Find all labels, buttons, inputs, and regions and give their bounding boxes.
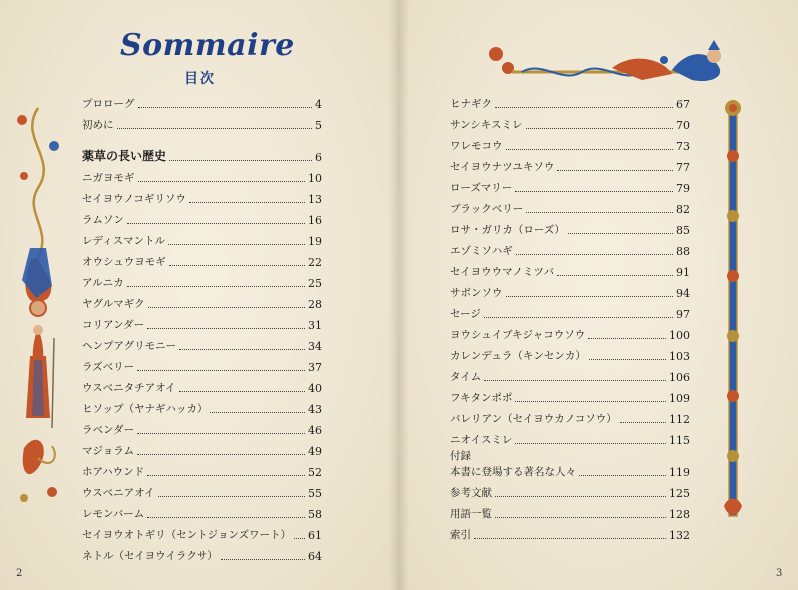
toc-entry-page-number: 37 [308,361,322,374]
toc-entry-page-number: 55 [308,487,322,500]
toc-entry[interactable] [82,542,322,563]
left-page-number: 2 [16,568,23,579]
toc-entry[interactable] [450,321,690,342]
toc-entry[interactable] [82,227,322,248]
toc-entry-label: サボンソウ [450,287,503,299]
toc-entry-page-number: 119 [669,466,690,479]
toc-entry-page-number: 77 [676,161,690,174]
toc-leader-dots [495,516,666,518]
toc-entry[interactable] [82,143,322,164]
left-toc-list [82,90,322,563]
toc-entry[interactable] [82,290,322,311]
toc-leader-dots [484,379,666,381]
toc-entry[interactable] [82,206,322,227]
toc-entry[interactable] [82,521,322,542]
toc-entry[interactable] [450,111,690,132]
toc-entry[interactable] [450,237,690,258]
toc-leader-dots [526,211,673,213]
toc-entry-page-number: 6 [315,151,322,164]
toc-entry-page-number: 100 [669,329,690,342]
toc-entry-page-number: 52 [308,466,322,479]
toc-leader-dots [147,474,305,476]
toc-leader-dots [579,474,666,476]
toc-entry[interactable] [82,269,322,290]
toc-entry[interactable] [450,363,690,384]
toc-leader-dots [515,400,666,402]
toc-leader-dots [568,232,673,234]
toc-leader-dots [588,337,666,339]
toc-leader-dots [589,358,666,360]
toc-entry-label: ラベンダー [82,424,135,436]
right-top-illumination-icon [482,40,752,88]
toc-leader-dots [158,495,305,497]
toc-entry[interactable] [450,216,690,237]
toc-entry[interactable] [450,500,690,521]
toc-entry-label: ホアハウンド [82,466,145,478]
toc-entry-page-number: 25 [308,277,322,290]
toc-entry-label: ブラックベリー [450,203,524,215]
toc-entry[interactable] [450,521,690,542]
toc-entry-page-number: 13 [308,193,322,206]
toc-entry[interactable] [450,300,690,321]
toc-entry-label: セイヨウオトギリ（セントジョンズワート） [82,529,292,541]
toc-entry[interactable] [82,374,322,395]
toc-entry-page-number: 125 [669,487,690,500]
toc-entry-page-number: 115 [669,434,690,447]
toc-entry-page-number: 91 [676,266,690,279]
toc-entry-label: 参考文献 [450,487,492,499]
toc-entry-page-number: 85 [676,224,690,237]
toc-leader-dots [137,432,305,434]
toc-leader-dots [495,106,673,108]
right-margin-illumination-icon [718,96,748,526]
toc-entry-label: 用語一覧 [450,508,492,520]
toc-entry-page-number: 19 [308,235,322,248]
contents-title: Sommaire [120,28,295,63]
toc-leader-dots [189,201,305,203]
toc-entry-page-number: 67 [676,98,690,111]
toc-entry-page-number: 79 [676,182,690,195]
toc-entry-page-number: 112 [669,413,690,426]
toc-entry[interactable] [450,279,690,300]
toc-leader-dots [474,537,666,539]
toc-entry[interactable] [82,353,322,374]
toc-entry-page-number: 106 [669,371,690,384]
toc-entry-label: ニガヨモギ [82,172,135,184]
toc-leader-dots [515,442,666,444]
toc-entry-label: レモンバーム [82,508,145,520]
toc-entry-label: オウシュウヨモギ [82,256,166,268]
toc-entry-page-number: 31 [308,319,322,332]
toc-entry-label: ラムソン [82,214,124,226]
toc-entry[interactable] [82,500,322,521]
toc-leader-dots [137,453,305,455]
toc-entry-label: セイヨウナツユキソウ [450,161,555,173]
toc-entry[interactable] [82,479,322,500]
toc-leader-dots [506,295,674,297]
toc-entry-label: 本書に登場する著名な人々 [450,466,576,478]
toc-entry[interactable] [450,479,690,500]
toc-entry-label: ヒナギク [450,98,492,110]
toc-entry[interactable] [82,332,322,353]
toc-entry-label: カレンデュラ（キンセンカ） [450,350,586,362]
toc-entry[interactable] [82,395,322,416]
toc-leader-dots [495,495,666,497]
toc-leader-dots [127,222,305,224]
toc-entry[interactable] [450,132,690,153]
toc-entry-label: タイム [450,371,482,383]
toc-leader-dots [179,390,305,392]
toc-entry-label: セイヨウウマノミツバ [450,266,555,278]
toc-entry-label: 薬草の長い歴史 [82,149,167,163]
toc-entry-page-number: 5 [315,119,322,132]
toc-entry-label: セイヨウノコギリソウ [82,193,186,205]
toc-leader-dots [516,253,673,255]
toc-entry[interactable] [82,311,322,332]
toc-entry[interactable] [82,185,322,206]
toc-entry-page-number: 58 [308,508,322,521]
toc-entry-label: ローズマリー [450,182,513,194]
toc-entry-page-number: 73 [676,140,690,153]
toc-entry[interactable] [450,90,690,111]
toc-entry-label: プロローグ [82,98,135,110]
toc-leader-dots [127,285,305,287]
right-toc-list [450,90,690,447]
toc-entry-label: ロサ・ガリカ（ローズ） [450,224,565,236]
toc-entry[interactable] [82,248,322,269]
toc-entry-page-number: 46 [308,424,322,437]
toc-entry-label: サンシキスミレ [450,119,523,131]
toc-entry[interactable] [450,342,690,363]
toc-leader-dots [620,421,666,423]
toc-entry-page-number: 64 [308,550,322,563]
toc-leader-dots [179,348,305,350]
toc-entry-label: アルニカ [82,277,124,289]
contents-subtitle: 目次 [184,71,216,87]
toc-leader-dots [138,106,313,108]
toc-entry-page-number: 49 [308,445,322,458]
toc-leader-dots [169,159,312,161]
toc-entry-page-number: 109 [669,392,690,405]
toc-leader-dots [515,190,673,192]
toc-entry-page-number: 97 [676,308,690,321]
toc-entry-label: エゾミソハギ [450,245,513,257]
toc-entry-label: ヤグルマギク [82,298,145,310]
toc-leader-dots [117,127,313,129]
toc-entry-page-number: 34 [308,340,322,353]
toc-entry[interactable] [450,153,690,174]
toc-leader-dots [138,180,306,182]
toc-entry[interactable] [82,437,322,458]
toc-entry-label: ウスベニタチアオイ [82,382,176,394]
toc-entry-label: バレリアン（セイヨウカノコソウ） [450,413,617,425]
toc-entry-page-number: 16 [308,214,322,227]
toc-entry-label: ワレモコウ [450,140,503,152]
toc-entry-label: ラズベリー [82,361,135,373]
toc-entry-label: マジョラム [82,445,135,457]
left-margin-illumination-icon [8,98,68,518]
toc-entry-label: ウスベニアオイ [82,487,155,499]
toc-entry-page-number: 43 [308,403,322,416]
toc-entry-page-number: 94 [676,287,690,300]
toc-entry-page-number: 70 [676,119,690,132]
appendix-toc-list [450,458,690,542]
toc-entry-page-number: 4 [315,98,322,111]
toc-leader-dots [147,516,305,518]
toc-entry-label: ヘンプアグリモニー [82,340,177,352]
toc-leader-dots [526,127,673,129]
toc-leader-dots [557,274,673,276]
toc-entry-label: フキタンポポ [450,392,513,404]
toc-entry-label: コリアンダー [82,319,145,331]
toc-entry[interactable] [450,405,690,426]
right-page-number: 3 [776,568,783,579]
toc-entry[interactable] [82,164,322,185]
toc-entry[interactable] [82,416,322,437]
toc-leader-dots [148,306,305,308]
toc-entry-label: レディスマントル [82,235,165,247]
toc-entry[interactable] [450,258,690,279]
toc-entry-page-number: 61 [308,529,322,542]
toc-entry-page-number: 10 [308,172,322,185]
toc-entry-label: 初めに [82,119,114,131]
toc-leader-dots [294,537,305,539]
toc-entry[interactable] [82,458,322,479]
toc-entry-label: 索引 [450,529,471,541]
toc-entry-label: ニオイスミレ [450,434,513,446]
toc-entry-page-number: 40 [308,382,322,395]
toc-entry-page-number: 128 [669,508,690,521]
toc-leader-dots [147,327,305,329]
toc-entry-page-number: 103 [669,350,690,363]
book-gutter [389,0,409,590]
toc-entry[interactable] [450,426,690,447]
toc-leader-dots [484,316,673,318]
toc-entry-page-number: 88 [676,245,690,258]
toc-entry-label: ネトル（セイヨウイラクサ） [82,550,218,562]
toc-leader-dots [137,369,305,371]
appendix-label: 付録 [450,450,471,462]
toc-entry-label: セージ [450,308,481,320]
toc-entry[interactable] [450,174,690,195]
toc-entry[interactable] [82,111,322,132]
toc-entry[interactable] [450,384,690,405]
toc-leader-dots [168,243,305,245]
toc-entry-label: ヒソップ（ヤナギハッカ） [82,403,208,415]
toc-entry[interactable] [450,458,690,479]
toc-leader-dots [210,411,305,413]
toc-entry-label: ヨウシュイブキジャコウソウ [450,329,586,341]
toc-entry-page-number: 132 [669,529,690,542]
toc-entry-page-number: 22 [308,256,322,269]
toc-leader-dots [169,264,305,266]
toc-entry[interactable] [450,195,690,216]
toc-entry-page-number: 82 [676,203,690,216]
toc-leader-dots [506,148,674,150]
toc-leader-dots [557,169,673,171]
toc-leader-dots [221,558,305,560]
toc-entry-page-number: 28 [308,298,322,311]
toc-entry[interactable] [82,90,322,111]
